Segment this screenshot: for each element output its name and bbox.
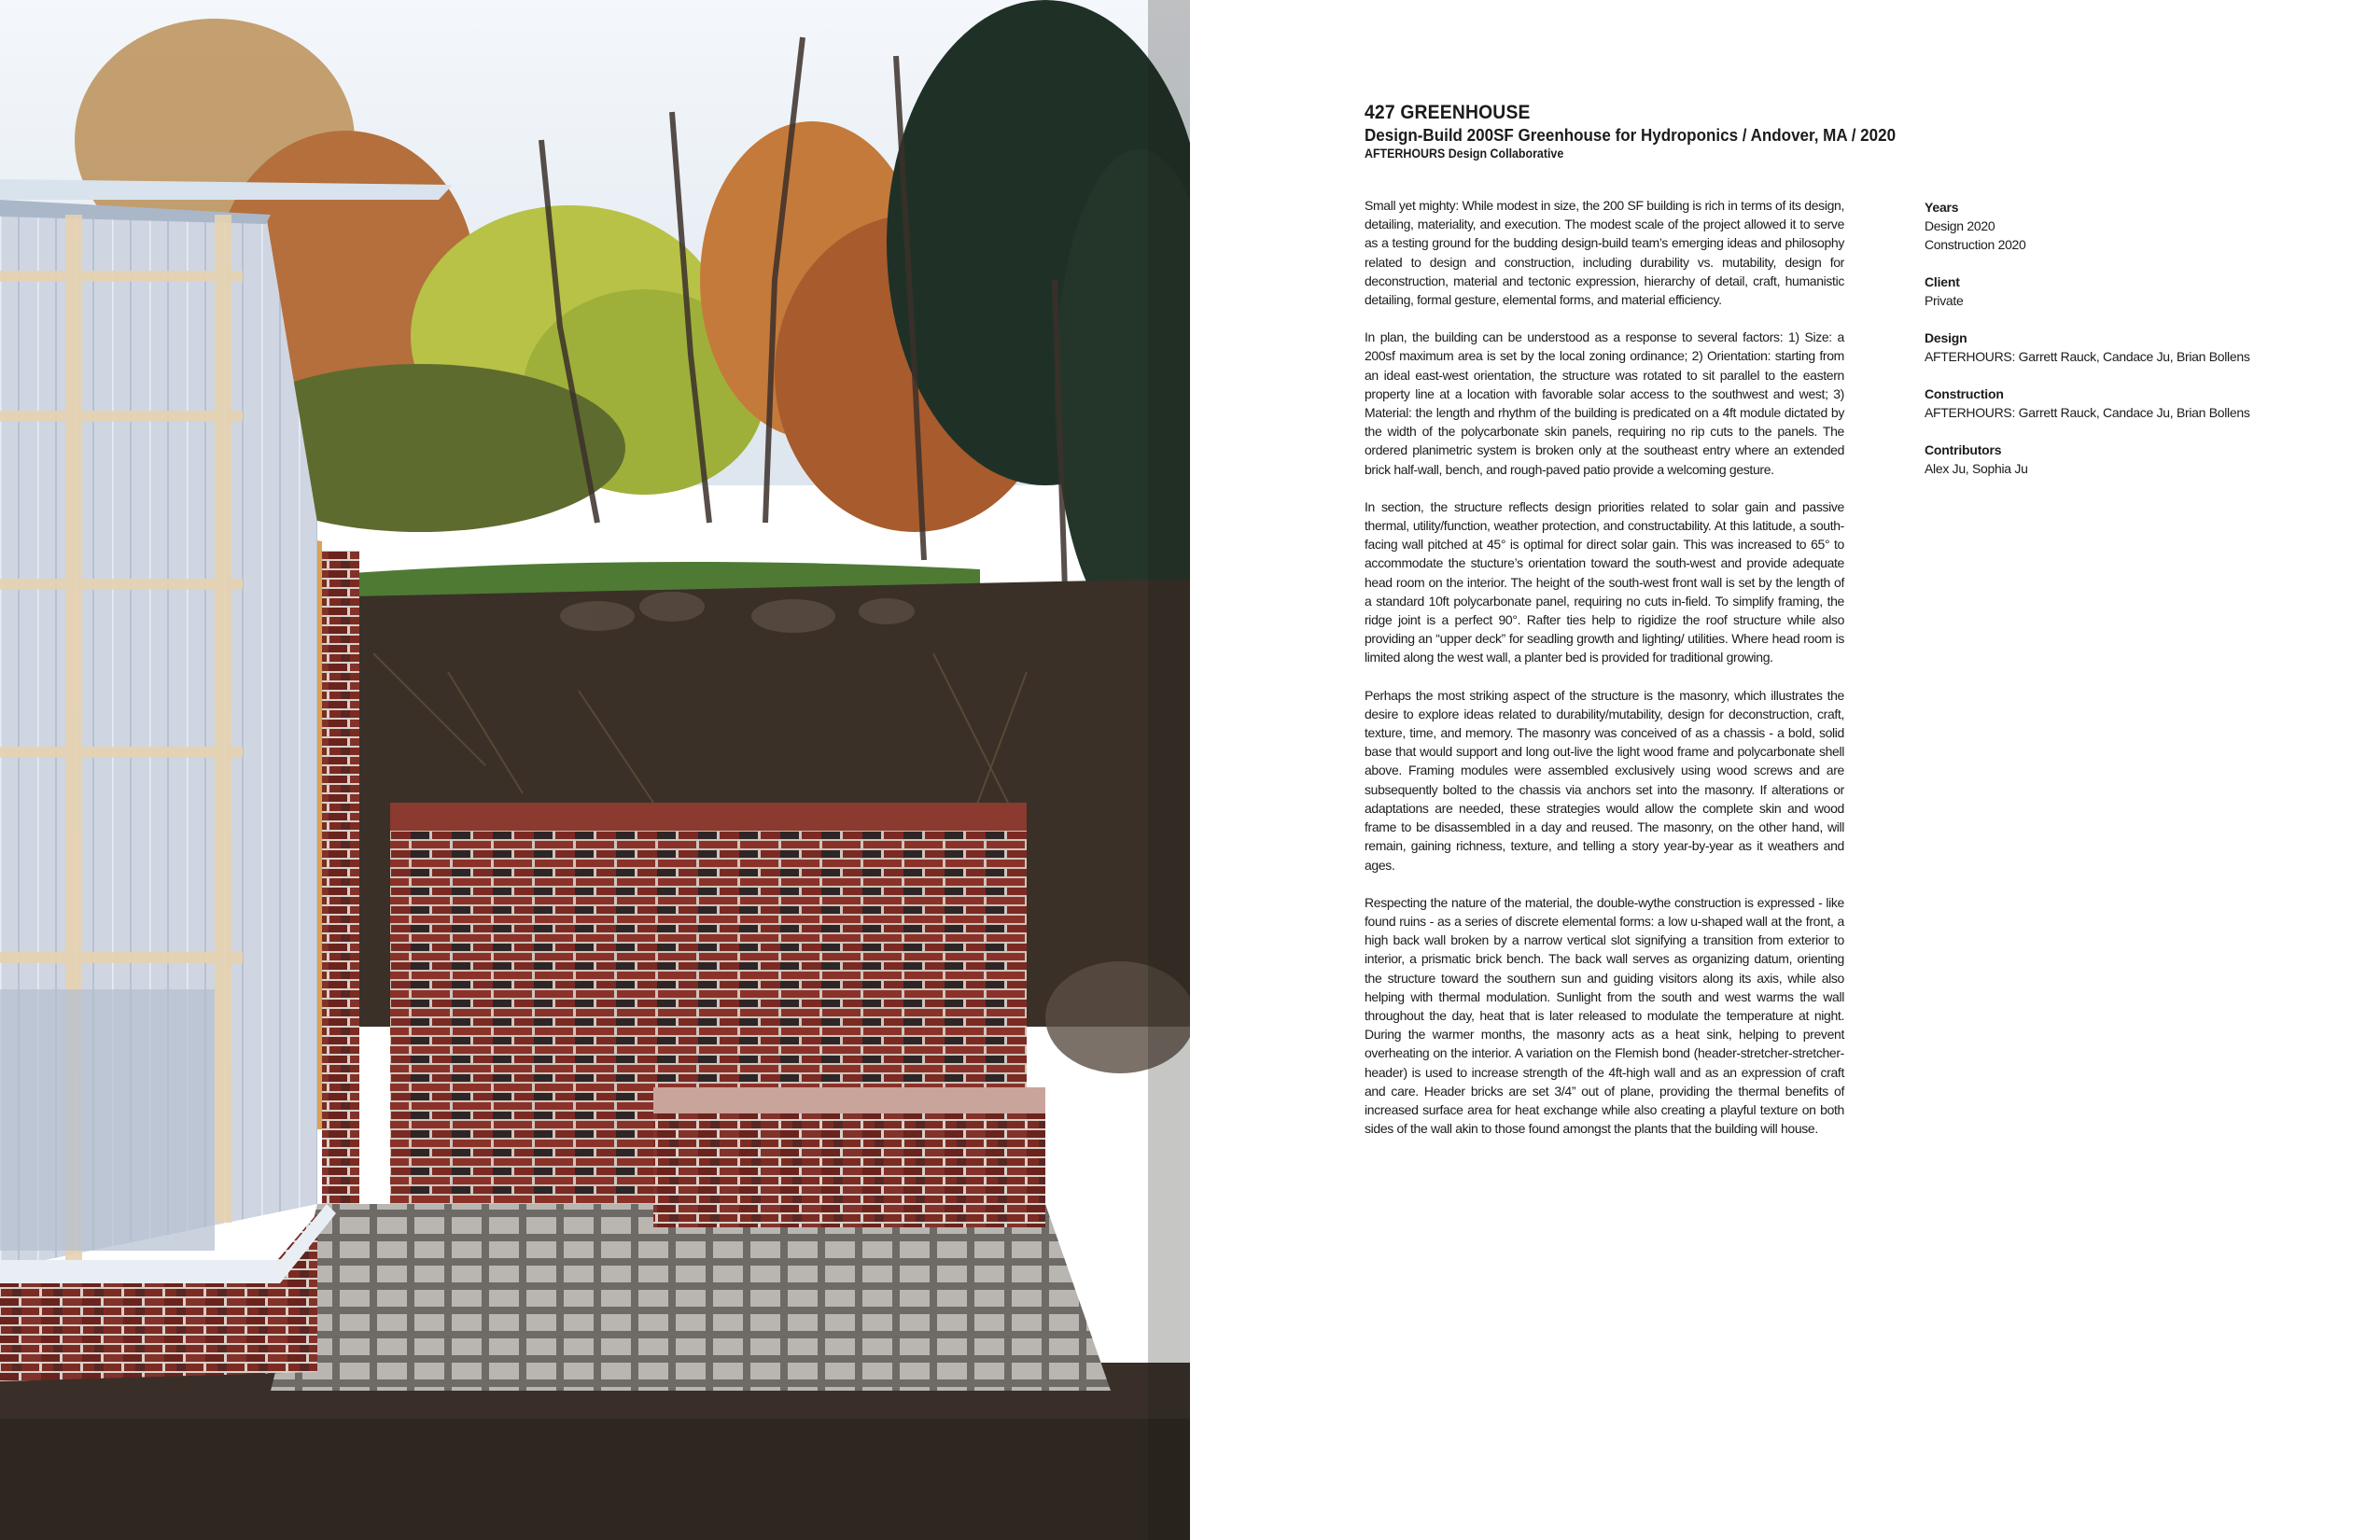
design-label: Design xyxy=(1925,330,1967,345)
construction-label: Construction xyxy=(1925,386,2004,401)
contributors-value: Alex Ju, Sophia Ju xyxy=(1925,461,2028,476)
construction-block xyxy=(1925,385,2298,422)
client-value: Private xyxy=(1925,293,1964,308)
paragraph-section: In section, the structure reflects design priorities related to solar gain and passive thermal, utility/function, weather protection, and constructability. At this latitude, a south-facing wall pitched at 45° is optimal for direct solar gain. This was increased to 65° to accommodate the stucture’s orientation toward the south-west and provide adequate head room on the interior. The height of the south-west front wall is set by the length of a standard 10ft polycarbonate panel, requiring no cuts in-field. To simplify framing, the ridge joint is a perfect 90°. Rafter ties help to rigidize the roof structure while also providing an “upper deck” for seadling growth and lighting/ utilities. Where head room is limited along the west wall, a planter bed is provided for traditional growing. xyxy=(1365,498,1844,665)
project-title: 427 GREENHOUSE xyxy=(1365,102,1531,123)
text-panel xyxy=(1190,0,2380,1540)
years-block xyxy=(1925,198,2298,254)
project-byline: AFTERHOURS Design Collaborative xyxy=(1365,147,1564,161)
paragraph-construction: Respecting the nature of the material, the double-wythe construction is expressed - like found ruins - as a series of discrete elemental forms: a low u-shaped wall at the front, a high back wall broken by a narrow vertical slot signifying a transition from exterior to interior, a prismatic brick bench. The back wall serves as organizing datum, orienting the structure toward the southern sun and guiding visitors along its axis, while also helping with thermal modulation. Sunlight from the south and west warms the wall throughout the day, heat that is later released to modulate the temperature at night. During the warmer months, the masonry acts as a heat sink, helping to prevent overheating on the interior. A variation on the Flemish bond (header-stretcher-stretcher-header) is used to increase strength of the 4ft-high wall and as an expression of craft and care. Header bricks are set 3/4” out of plane, providing the thermal benefits of increased surface area for heat exchange while also creating a playful texture on both sides of the wall akin to those found amongst the plants that the building will house. xyxy=(1365,894,1844,1137)
design-block xyxy=(1925,329,2298,366)
years-design: Design 2020 xyxy=(1925,218,1995,233)
years-construction: Construction 2020 xyxy=(1925,237,2026,252)
client-block xyxy=(1925,273,2298,310)
client-label: Client xyxy=(1925,274,1960,289)
paragraph-masonry: Perhaps the most striking aspect of the structure is the masonry, which illustrates the desire to explore ideas related to durability/mutability, design for deconstruction, craft, texture, time, and memory. The masonry was conceived of as a chassis - a bold, solid base that would support and long out-live the light wood frame and polycarbonate shell above. Framing modules were assembled exclusively using wood screws and are subsequently bolted to the chassis via anchors set into the masonry. If alterations or adaptations are needed, these strategies would allow the complete skin and wood frame to be disassembled in a day and reused. The masonry, on the other hand, will remain, gaining richness, texture, and telling a story year-by-year as it weathers and ages. xyxy=(1365,687,1844,873)
project-description xyxy=(1365,196,1844,1156)
paragraph-intro: Small yet mighty: While modest in size, the 200 SF building is rich in terms of its design, detailing, materiality, and execution. The modest scale of the project allowed it to serve as a testing ground for the budding design-build team’s emerging ideas and philosophy related to design and construction, including durability vs. mutability, design for deconstruction, material and tectonic expression, hierarchy of detail, craft, humanistic detailing, formal gesture, elemental forms, and material efficiency. xyxy=(1365,198,1844,308)
construction-value: AFTERHOURS: Garrett Rauck, Candace Ju, Brian Bollens xyxy=(1925,405,2250,420)
project-header xyxy=(1365,101,2205,161)
contributors-block xyxy=(1925,441,2298,478)
project-subtitle: Design-Build 200SF Greenhouse for Hydroponics / Andover, MA / 2020 xyxy=(1365,125,1897,145)
brick-bench xyxy=(653,1087,1045,1227)
years-label: Years xyxy=(1925,200,1959,215)
paragraph-plan: In plan, the building can be understood as a response to several factors: 1) Size: a 200sf maximum area is set by the local zoning ordinance; 2) Orientation: starting from an ideal east-west orientation, the structure was rotated to sit parallel to the eastern property line at a location with favorable solar access to the southwest and west; 3) Material: the length and rhythm of the building is predicated on a 4ft module dictated by the width of the polycarbonate skin panels, requiring no rip cuts to the panels. The ordered planimetric system is broken only at the southeast entry where an extended brick half-wall, bench, and rough-paved patio provide a welcoming gesture. xyxy=(1365,329,1844,477)
contributors-label: Contributors xyxy=(1925,442,2002,457)
design-value: AFTERHOURS: Garrett Rauck, Candace Ju, Brian Bollens xyxy=(1925,349,2250,364)
project-credits xyxy=(1925,198,2298,497)
